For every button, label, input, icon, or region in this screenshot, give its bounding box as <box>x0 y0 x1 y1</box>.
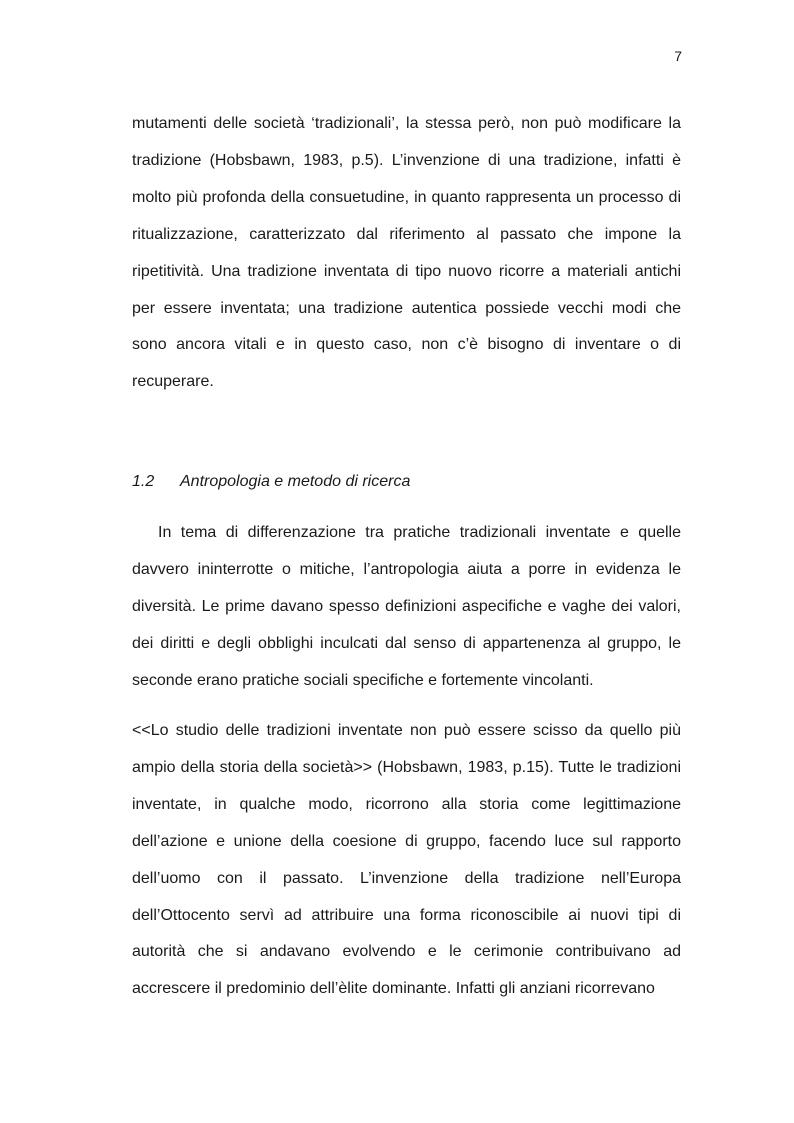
section-title: Antropologia e metodo di ricerca <box>180 473 411 490</box>
paragraph-text: mutamenti delle società ‘tradizionali’, la stessa però, non può modificare la tradizione (Hobsbawn, 1983, p.5). L’invenzione di una tradizione, infatti è molto più profonda della consuetudine, in quanto rappresenta un processo di ritualizzazione, caratterizzato dal riferimento al passato che impone la ripetitività. Una tradizione inventata di tipo nuovo ricorre a materiali antichi per essere inventata; una tradizione autentica possiede vecchi modi che sono ancora vitali e in questo caso, non c’è bisogno di inventare o di recuperare. <box>132 115 681 391</box>
paragraph-text: In tema di differenzazione tra pratiche tradizionali inventate e quelle davvero ininterrotte o mitiche, l’antropologia aiuta a porre in evidenza le diversità. Le prime davano spesso definizioni aspecifiche e vaghe dei valori, dei diritti e degli obblighi inculcati dal senso di appartenenza al gruppo, le seconde erano pratiche sociali specifiche e fortemente vincolanti. <box>132 524 681 689</box>
paragraph-differenzazione <box>132 515 681 700</box>
page-number: 7 <box>674 48 682 64</box>
paragraph-continuation <box>132 106 681 401</box>
paragraph-quotation <box>132 713 681 1008</box>
section-heading <box>132 470 410 494</box>
paragraph-text: <<Lo studio delle tradizioni inventate non può essere scisso da quello più ampio della storia della società>> (Hobsbawn, 1983, p.15). Tutte le tradizioni inventate, in qualche modo, ricorrono alla storia come legittimazione dell’azione e unione della coesione di gruppo, facendo luce sul rapporto dell’uomo con il passato. L’invenzione della tradizione nell’Europa dell’Ottocento servì ad attribuire una forma riconoscibile ai nuovi tipi di autorità che si andavano evolvendo e le cerimonie contribuivano ad accrescere il predominio dell’èlite dominante. Infatti gli anziani ricorrevano <box>132 722 681 998</box>
section-number: 1.2 <box>132 473 155 490</box>
